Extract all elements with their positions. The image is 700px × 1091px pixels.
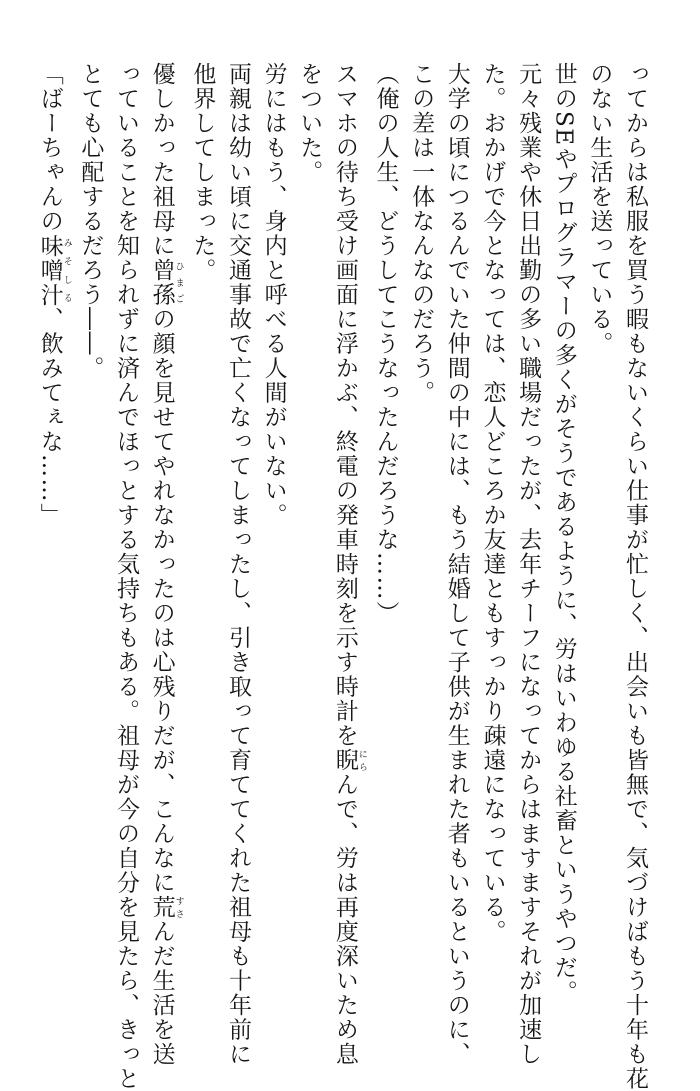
furigana-word: 曾孫 ひまご <box>148 258 184 307</box>
text-line: っていることを知られずに済んでほっとする気持ちもある。祖母が今の自分を見たら、きっと <box>113 62 140 1091</box>
furigana-word: 荒 すさ <box>148 895 184 920</box>
text-line: この差は一体なんなのだろう。 <box>408 62 435 405</box>
text-line: 労にはもう、身内と呼べる人間がいない。 <box>260 62 287 528</box>
text-line: 元々残業や休日出勤の多い職場だったが、去年チーフになってからはますますそれが加速し <box>515 62 542 1067</box>
vertical-text-body <box>32 62 652 1091</box>
furigana-reading: みそしる <box>61 233 72 307</box>
text-line: 他界してしまった。 <box>189 62 216 283</box>
text-line: 大学の頃につるんでいた仲間の中には、もう結婚して子供が生まれた者もいるというのに、 <box>443 62 470 1067</box>
text-line: 世のSEやプログラマーの多くがそうであるように、労はいわゆる社畜というやつだ。 <box>550 62 577 1005</box>
text-line-with-ruby: 優しかった祖母に曾孫 ひまごの顔を見せてやれなかったのは心残りだが、こんなに荒 すさんだ生活を送 <box>148 62 184 1067</box>
text-line: た。おかげで今となっては、恋人どころか友達ともすっかり疎遠になっている。 <box>479 62 506 944</box>
text-line: をついた。 <box>296 62 323 185</box>
text-line-with-ruby: 「ばーちゃんの味噌汁 みそしる、飲みてぇな……」 <box>36 62 72 528</box>
furigana-reading: ひまご <box>173 258 184 307</box>
furigana-reading: すさ <box>173 895 184 920</box>
text-line-with-ruby: スマホの待ち受け画面に浮かぶ、終電の発車時刻を示す時計を睨 にらんで、労は再度深いため息 <box>331 62 367 1067</box>
furigana-word: 味噌汁 みそしる <box>36 233 72 307</box>
text-line: とても心配するだろう――。 <box>77 62 104 381</box>
text-line: （俺の人生、どうしてこうなったんだろうな……） <box>372 62 399 626</box>
text-line: のない生活を送っている。 <box>586 62 613 356</box>
text-line: 両親は幼い頃に交通事故で亡くなってしまったし、引き取って育ててくれた祖母も十年前に <box>224 62 251 1067</box>
furigana-reading: にら <box>356 748 367 773</box>
furigana-word: 睨 にら <box>331 748 367 773</box>
text-line: ってからは私服を買う暇もないくらい仕事が忙しく、出会いも皆無で、気づけばもう十年も花 <box>622 62 648 1091</box>
